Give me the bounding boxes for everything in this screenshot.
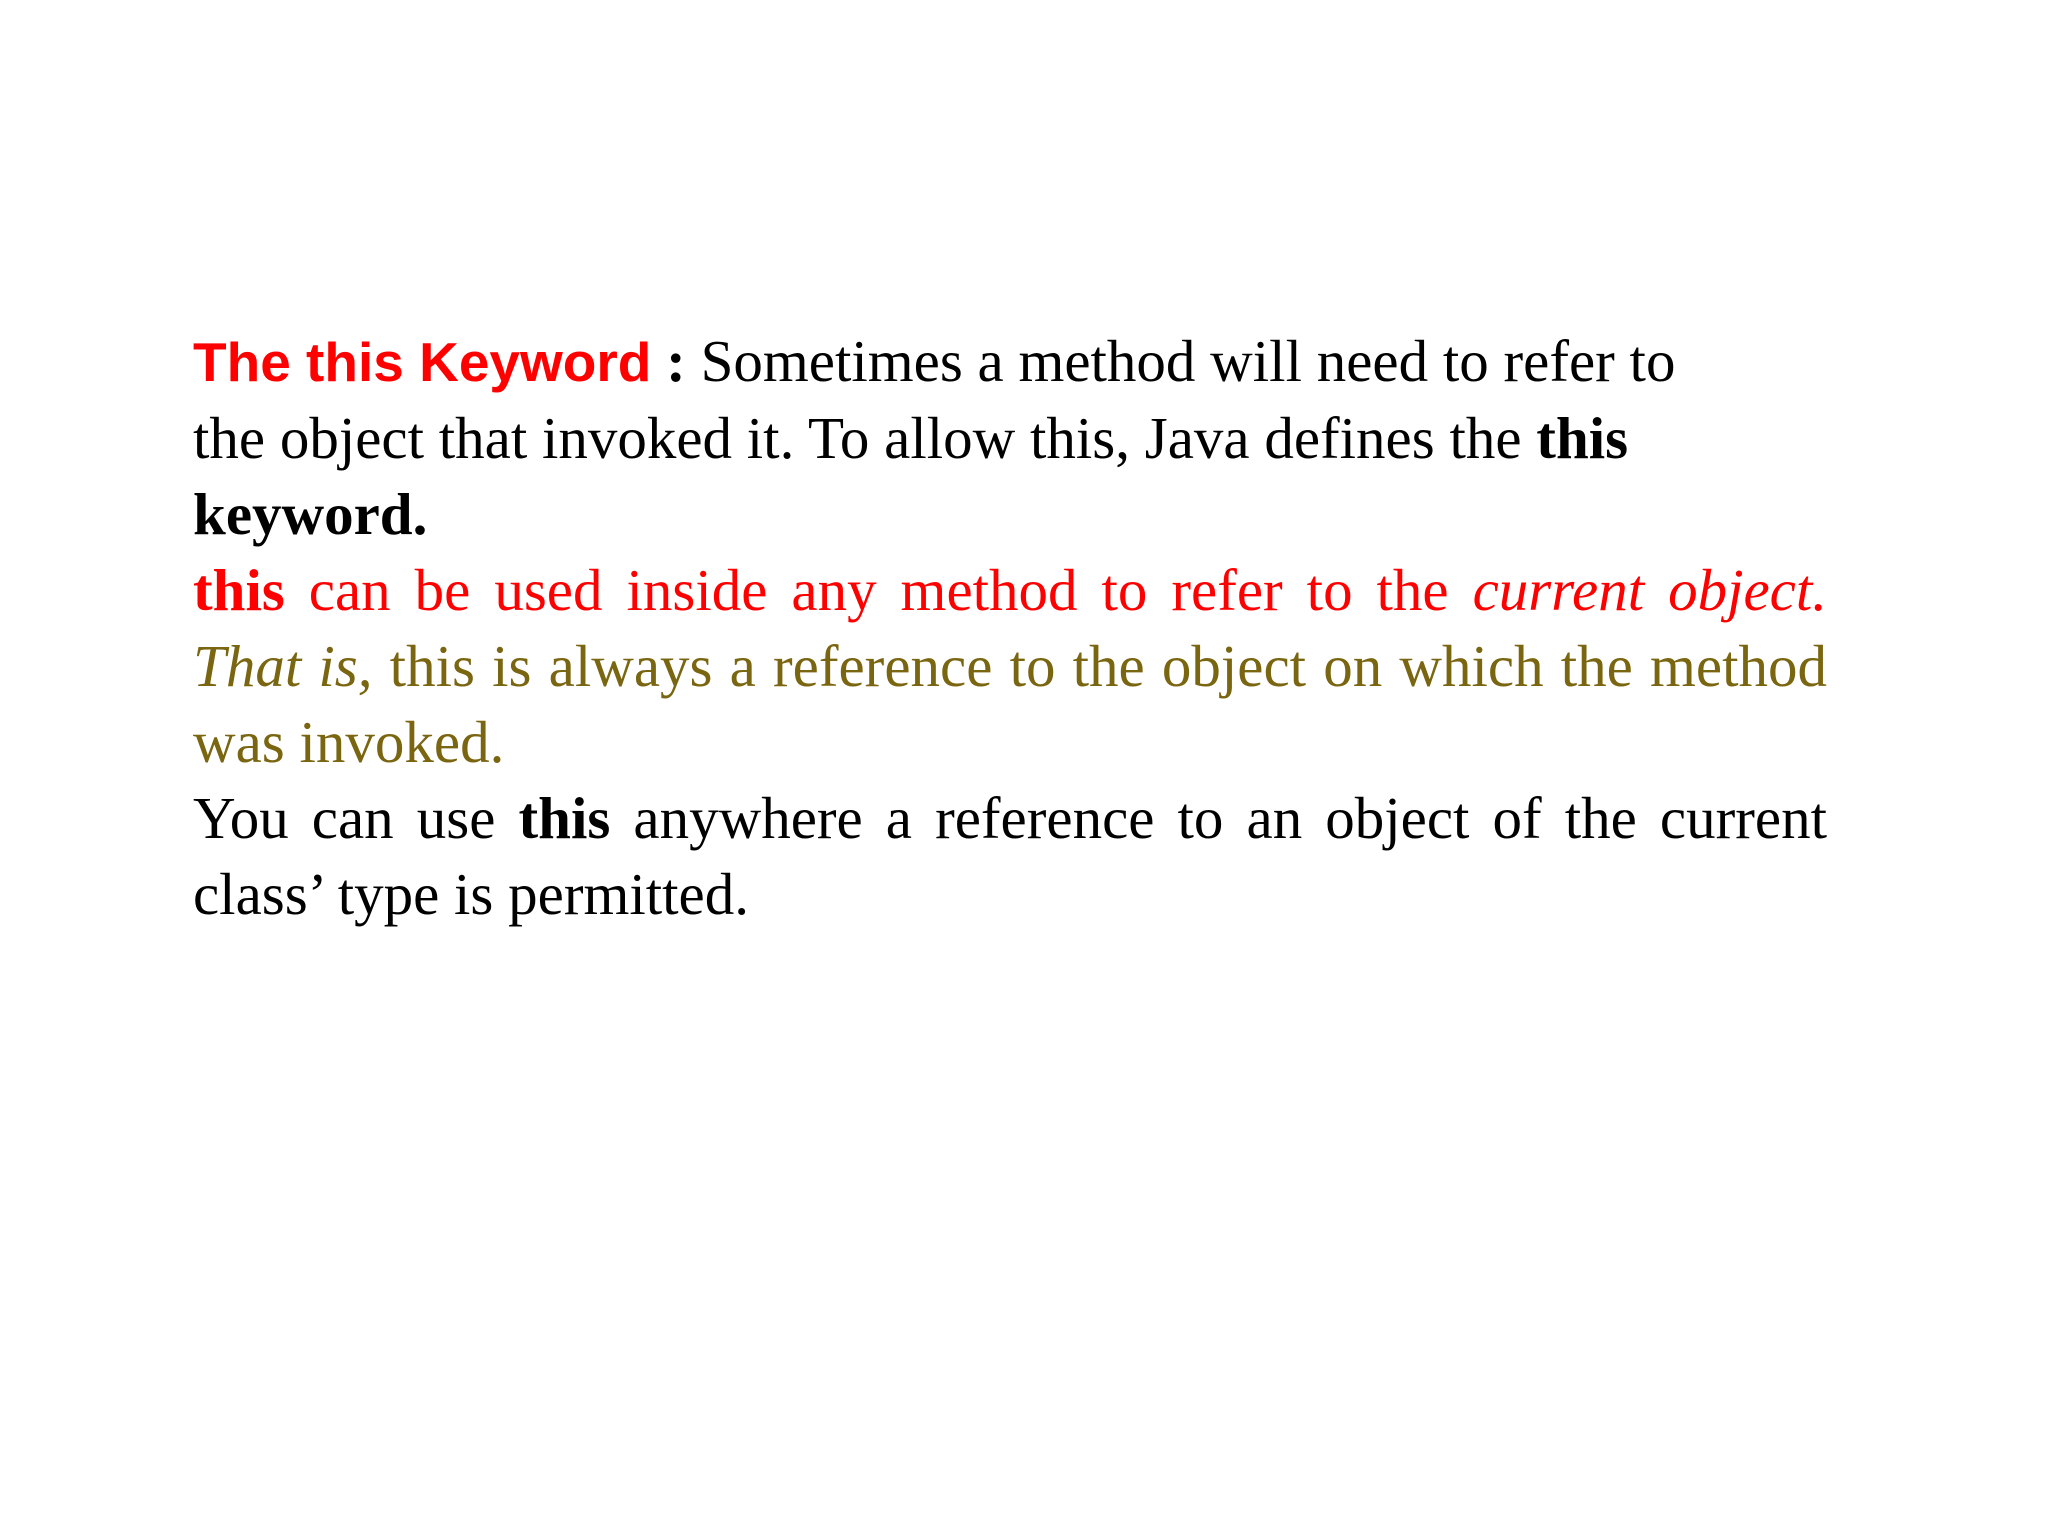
keyword-heading: The this Keyword — [193, 331, 652, 393]
usage-text-before: You can use — [193, 785, 519, 851]
this-term-bold: this — [518, 785, 611, 851]
current-object-paragraph — [193, 552, 1827, 780]
usage-text: can be used inside any method to refer to the — [284, 557, 1473, 623]
definition-text: Sometimes a method will need to refer to the object that invoked it. To allow this, Java defines the — [193, 328, 1676, 471]
definition-paragraph — [193, 323, 1753, 552]
current-object-phrase: current object. — [1472, 557, 1827, 623]
keyword-term: this keyword. — [193, 405, 1629, 547]
usage-text-after: anywhere a reference to an object of the current class’ type is permitted. — [193, 785, 1827, 927]
usage-paragraph — [193, 780, 1827, 932]
slide-content — [193, 323, 1827, 932]
reference-explanation: this is always a reference to the object on which the method was invoked. — [193, 633, 1827, 775]
that-is-phrase: That is, — [193, 633, 373, 699]
this-term-red: this — [193, 557, 285, 623]
heading-colon: : — [651, 328, 701, 394]
